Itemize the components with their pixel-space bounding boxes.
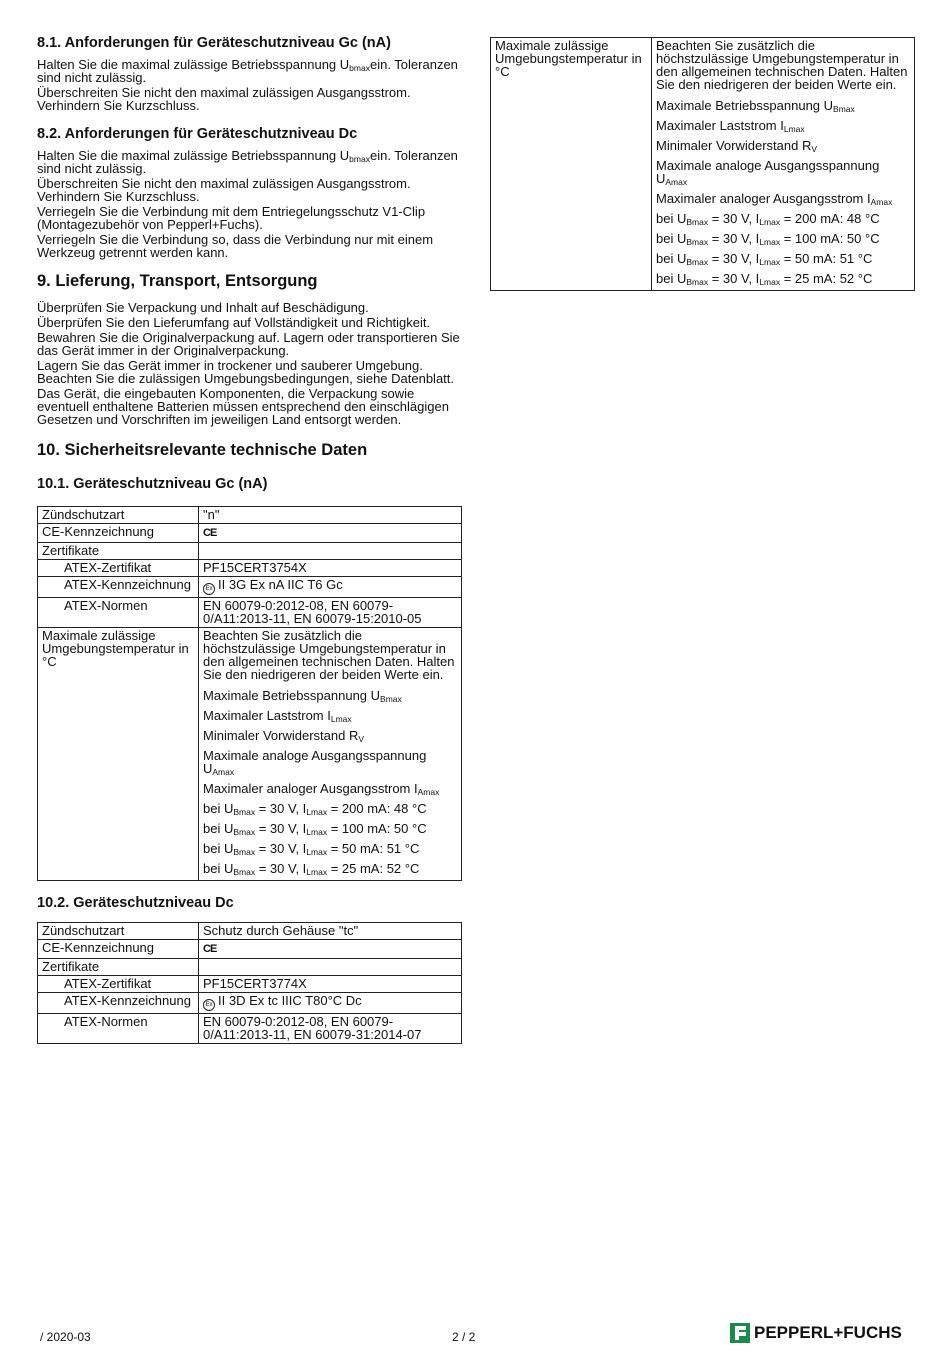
cell-value: "n" <box>199 507 462 524</box>
cell-key: ATEX-Normen <box>38 1014 199 1044</box>
footer-page-number: 2 / 2 <box>452 1330 476 1344</box>
cell-value <box>199 524 462 543</box>
section-10-title: 10. Sicherheitsrelevante technische Daten <box>37 441 368 459</box>
cell-value: EN 60079-0:2012-08, EN 60079-0/A11:2013-11, EN 60079-31:2014-07 <box>199 1014 462 1044</box>
ex-mark-icon: Ex <box>203 999 215 1011</box>
table-10-2 <box>37 922 462 1044</box>
cell-value: Beachten Sie zusätzlich die höchstzulässige Umgebungstemperatur in den allgemeinen technischen Daten. Halten Sie den niedrigeren der beiden Werte ein. Maximale Betriebsspannung $U_{Bmax}$ Maximaler Laststrom $I_{Lmax}$ Minimaler Vorwiderstand $R_V$ Maximale analoge Ausgangsspannung $U_{Amax}$ Maximaler analoger Ausgangsstrom $I_{Amax}$ bei $U_{Bmax} = 30$ V, $I_{Lmax} = 200$ mA: 48 °C bei $U_{Bmax} = 30$ V, $I_{Lmax} = 100$ mA: 50 °C bei $U_{Bmax} = 30$ V, $I_{Lmax} = 50$ mA: 51 °C bei $U_{Bmax} = 30$ V, $I_{Lmax} = 25$ mA: 52 °C <box>199 628 462 881</box>
table-row <box>38 923 462 940</box>
cell-value: Ex II 3D Ex tc IIIC T80°C Dc <box>199 993 462 1014</box>
table-row <box>38 1014 462 1044</box>
cell-value: Beachten Sie zusätzlich die höchstzulässige Umgebungstemperatur in den allgemeinen technischen Daten. Halten Sie den niedrigeren der beiden Werte ein. Maximale Betriebsspannung $U_{Bmax}$ Maximaler Laststrom $I_{Lmax}$ Minimaler Vorwiderstand $R_V$ Maximale analoge Ausgangsspannung $U_{Amax}$ Maximaler analoger Ausgangsstrom $I_{Amax}$ bei $U_{Bmax} = 30$ V, $I_{Lmax} = 200$ mA: 48 °C bei $U_{Bmax} = 30$ V, $I_{Lmax} = 100$ mA: 50 °C bei $U_{Bmax} = 30$ V, $I_{Lmax} = 50$ mA: 51 °C bei $U_{Bmax} = 30$ V, $I_{Lmax} = 25$ mA: 52 °C <box>652 38 915 291</box>
ce-mark-icon: CE <box>203 527 217 539</box>
s82-para-1: Halten Sie die maximal zulässige Betriebsspannung $U_{bmax}ein$. Toleranzen sind nicht zulässig. <box>37 148 458 176</box>
table-row <box>38 524 462 543</box>
s9-para-1: Überprüfen Sie Verpackung und Inhalt auf Beschädigung. <box>37 300 369 315</box>
cell-key: Zertifikate <box>38 959 199 976</box>
s81-para-2: Überschreiten Sie nicht den maximal zulässigen Ausgangsstrom. Verhindern Sie Kurzschluss. <box>37 85 411 113</box>
ce-mark-icon: CE <box>203 943 217 955</box>
section-10-1-title: 10.1. Geräteschutzniveau Gc (nA) <box>37 476 268 492</box>
table-row <box>491 38 915 291</box>
right-column <box>490 37 915 291</box>
section-8-2-title: 8.2. Anforderungen für Geräteschutzniveau Dc <box>37 126 358 142</box>
cell-key: Zündschutzart <box>38 507 199 524</box>
table-row <box>38 940 462 959</box>
s82-para-2: Überschreiten Sie nicht den maximal zulässigen Ausgangsstrom. Verhindern Sie Kurzschluss. <box>37 176 411 204</box>
table-row <box>38 560 462 577</box>
ex-mark-icon: Ex <box>203 583 215 595</box>
cell-key: ATEX-Kennzeichnung <box>38 577 199 598</box>
cell-value: PF15CERT3754X <box>199 560 462 577</box>
cell-key: Maximale zulässige Umgebungstemperatur in °C <box>491 38 652 291</box>
cell-value: Ex II 3G Ex nA IIC T6 Gc <box>199 577 462 598</box>
table-row <box>38 959 462 976</box>
table-row <box>38 993 462 1014</box>
cell-value: Schutz durch Gehäuse "tc" <box>199 923 462 940</box>
cell-key: ATEX-Zertifikat <box>38 976 199 993</box>
s82-para-4: Verriegeln Sie die Verbindung so, dass die Verbindung nur mit einem Werkzeug getrennt werden kann. <box>37 232 434 260</box>
table-row <box>38 543 462 560</box>
cell-value <box>199 959 462 976</box>
cell-value <box>199 543 462 560</box>
footer-date: / 2020-03 <box>40 1330 91 1344</box>
table-row <box>38 976 462 993</box>
table-temperature-continued <box>490 37 915 291</box>
section-9-title: 9. Lieferung, Transport, Entsorgung <box>37 272 318 290</box>
s9-para-2: Überprüfen Sie den Lieferumfang auf Vollständigkeit und Richtigkeit. <box>37 315 431 330</box>
cell-value <box>199 940 462 959</box>
section-8-1-title: 8.1. Anforderungen für Geräteschutzniveau Gc (nA) <box>37 35 391 51</box>
left-column <box>37 35 462 1044</box>
table-row <box>38 577 462 598</box>
table-row <box>38 507 462 524</box>
cell-key: Zündschutzart <box>38 923 199 940</box>
s81-para-1: Halten Sie die maximal zulässige Betriebsspannung $U_{bmax}ein$. Toleranzen sind nicht zulässig. <box>37 57 458 85</box>
s82-para-3: Verriegeln Sie die Verbindung mit dem Entriegelungsschutz V1-Clip (Montagezubehör von Pepperl+Fuchs). <box>37 204 426 232</box>
table-row <box>38 598 462 628</box>
table-row <box>38 628 462 881</box>
s9-para-3: Bewahren Sie die Originalverpackung auf. Lagern oder transportieren Sie das Gerät immer in der Originalverpackung. <box>37 330 460 358</box>
cell-key: ATEX-Normen <box>38 598 199 628</box>
cell-value: EN 60079-0:2012-08, EN 60079-0/A11:2013-11, EN 60079-15:2010-05 <box>199 598 462 628</box>
s9-para-4: Lagern Sie das Gerät immer in trockener und sauberer Umgebung. Beachten Sie die zulässigen Umgebungsbedingungen, siehe Datenblatt. <box>37 358 455 386</box>
brand-name: PEPPERL+FUCHS <box>754 1323 902 1342</box>
cell-value: PF15CERT3774X <box>199 976 462 993</box>
cell-key: CE-Kennzeichnung <box>38 940 199 959</box>
table-10-1 <box>37 506 462 881</box>
cell-key: CE-Kennzeichnung <box>38 524 199 543</box>
cell-key: ATEX-Kennzeichnung <box>38 993 199 1014</box>
brand-logo <box>730 1321 902 1345</box>
cell-key: Maximale zulässige Umgebungstemperatur in °C <box>38 628 199 881</box>
pepperl-fuchs-logo-icon <box>730 1323 750 1343</box>
cell-key: ATEX-Zertifikat <box>38 560 199 577</box>
s9-para-5: Das Gerät, die eingebauten Komponenten, die Verpackung sowie eventuell enthaltene Batterien müssen entsprechend den einschlägigen Gesetzen und Vorschriften im jeweiligen Land entsorgt werden. <box>37 386 449 427</box>
cell-key: Zertifikate <box>38 543 199 560</box>
section-10-2-title: 10.2. Geräteschutzniveau Dc <box>37 895 234 911</box>
